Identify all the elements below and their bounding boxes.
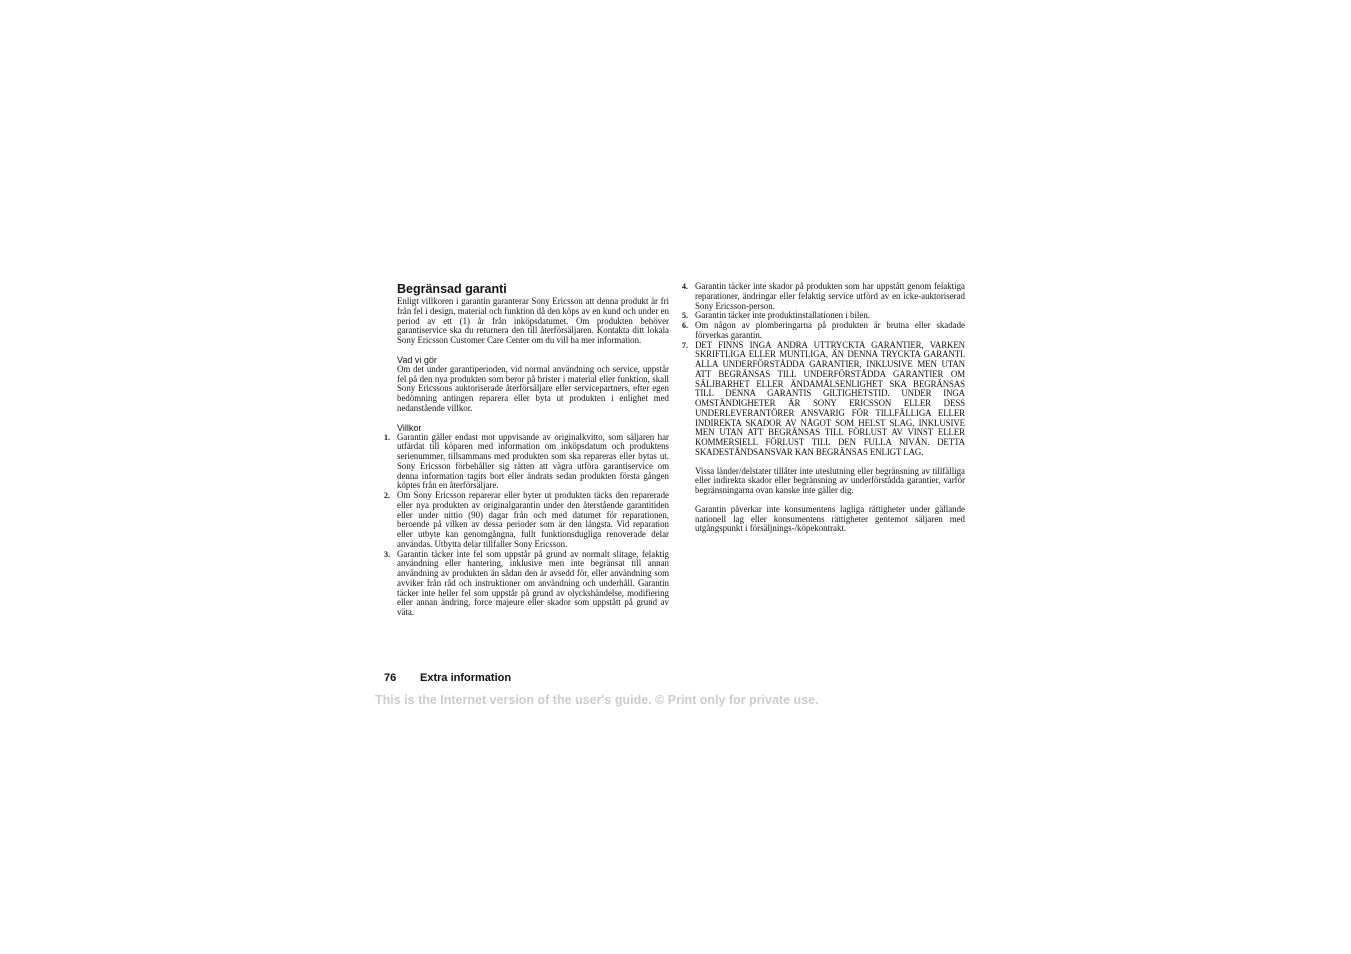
term-number: 5. <box>682 311 688 321</box>
term-text: DET FINNS INGA ANDRA UTTRYCKTA GARANTIER, VARKEN SKRIFTLIGA ELLER MUNTLIGA, ÄN DENNA TRYCKTA GARANTI. ALLA UNDERFÖRSTÅDDA GARANTIER, INKLUSIVE MEN UTAN ATT BEGRÄNSAS TILL UNDERFÖRSTÅDDA GARANTIER OM SÄLJBARHET ELLER ÄNDAMÅLSENLIGHET SKA BEGRÄNSAS TILL DENNA GARANTIS GILTIGHETSTID. UNDER INGA OMSTÄNDIGHETER ÄR SONY ERICSSON ELLER DESS UNDERLEVERANTÖRER ANSVARIG FÖR TILLFÄLLIGA ELLER INDIREKTA SKADOR AV NÅGOT SOM HELST SLAG, INKLUSIVE MEN UTAN ATT BEGRÄNSAS TILL FÖRLUST AV VINST ELLER KOMMERSIELL FÖRLUST TILL DEN FULLA NIVÅN. DETTA SKADESTÅNDSANSVAR KAN BEGRÄNSAS ENLIGT LAG. <box>695 339 965 457</box>
term-item-2 <box>384 490 669 550</box>
limitation-note-paragraph: Vissa länder/delstater tillåter inte uteslutning eller begränsning av tillfälliga eller indirekta skador eller begränsning av underförstådda garantier, varför begränsningarna ovan kanske inte gäller dig. <box>695 465 965 495</box>
term-text: Om någon av plomberingarna på produkten är brutna eller skadade förverkas garantin. <box>695 320 965 340</box>
term-text: Garantin täcker inte skador på produkten som har uppstått genom felaktiga reparationer, ändringar eller felaktig service utförd av en icke-auktoriserad Sony Ericsson-person. <box>695 281 965 311</box>
internet-version-watermark: This is the Internet version of the user's guide. © Print only for private use. <box>375 693 819 707</box>
what-we-do-heading: Vad vi gör <box>397 354 437 365</box>
term-number: 4. <box>682 282 688 291</box>
term-text: Garantin täcker inte fel som uppstår på grund av normalt slitage, felaktig användning eller hantering, inklusive men inte begränsat till annan användning av produkten än sådan den är avsedd för, eller användning som avviker från råd och instruktioner om användning och underhåll. Garantin täcker inte heller fel som uppstår på grund av olyckshändelse, modifiering eller annan ändring, force majeure eller skador som uppstått på grund av väta. <box>397 548 669 617</box>
term-item-4 <box>682 281 965 311</box>
term-text: Om Sony Ericsson reparerar eller byter ut produkten täcks den reparerade eller nya produkten av originalgarantin under den återstående garantitiden eller under nittio (90) dagar från och med datumet för reparationen, beroende på vilken av dessa perioder som är den längsta. Vid reparation eller utbyte kan genomgångna, fullt funktionsdugliga renoverade delar användas. Utbytta delar tillfaller Sony Ericsson. <box>397 490 669 549</box>
left-column <box>384 282 669 618</box>
term-number: 1. <box>384 432 390 442</box>
terms-heading: Villkor <box>397 422 422 433</box>
term-item-1 <box>384 431 669 492</box>
terms-list-right <box>682 281 965 458</box>
term-item-6 <box>682 320 965 341</box>
warranty-intro-paragraph: Enligt villkoren i garantin garanterar Sony Ericsson att denna produkt är fri från fel i design, material och funktion då den köps av en kund och under en period av ett (1) år från inköpsdatumet. Om produkten behöver garantiservice ska du returnera den till återförsäljaren. Kontakta ditt lokala Sony Ericsson Customer Care Center om du vill ha mer information. <box>397 296 669 345</box>
term-item-7 <box>682 339 965 458</box>
page-number: 76 <box>384 672 397 684</box>
page-title: Begränsad garanti <box>397 282 507 296</box>
term-text: Garantin täcker inte produktinstallationen i bilen. <box>695 310 870 321</box>
section-name: Extra information <box>420 672 512 684</box>
term-number: 6. <box>682 321 688 330</box>
term-number: 2. <box>384 491 390 500</box>
what-we-do-paragraph: Om det under garantiperioden, vid normal användning och service, uppstår fel på den nya produkten som beror på brister i material eller funktion, skall Sony Ericssons auktoriserade återförsäljare eller servicepartners, efter egen bedömning antingen reparera eller byta ut produkten i enlighet med nedanstående villkor. <box>397 363 669 413</box>
consumer-rights-paragraph: Garantin påverkar inte konsumentens lagliga rättigheter under gällande nationell lag eller konsumentens rättigheter gentemot säljaren med utgångspunkt i försäljnings-/köpekontrakt. <box>695 503 965 534</box>
term-number: 3. <box>384 549 390 559</box>
term-item-3 <box>384 548 669 618</box>
terms-list-left <box>384 431 669 618</box>
right-column <box>682 281 965 534</box>
term-number: 7. <box>682 340 688 350</box>
term-text: Garantin gäller endast mot uppvisande av originalkvitto, som säljaren har utfärdat till köparen med information om inköpsdatum och produktens serienummer, tillsammans med produkten som ska repareras eller bytas ut. Sony Ericsson förbehåller sig rätten att vägra utföra garantiservice om denna information tagits bort eller ändrats sedan produkten första gången köptes från en återförsäljare. <box>397 431 669 491</box>
